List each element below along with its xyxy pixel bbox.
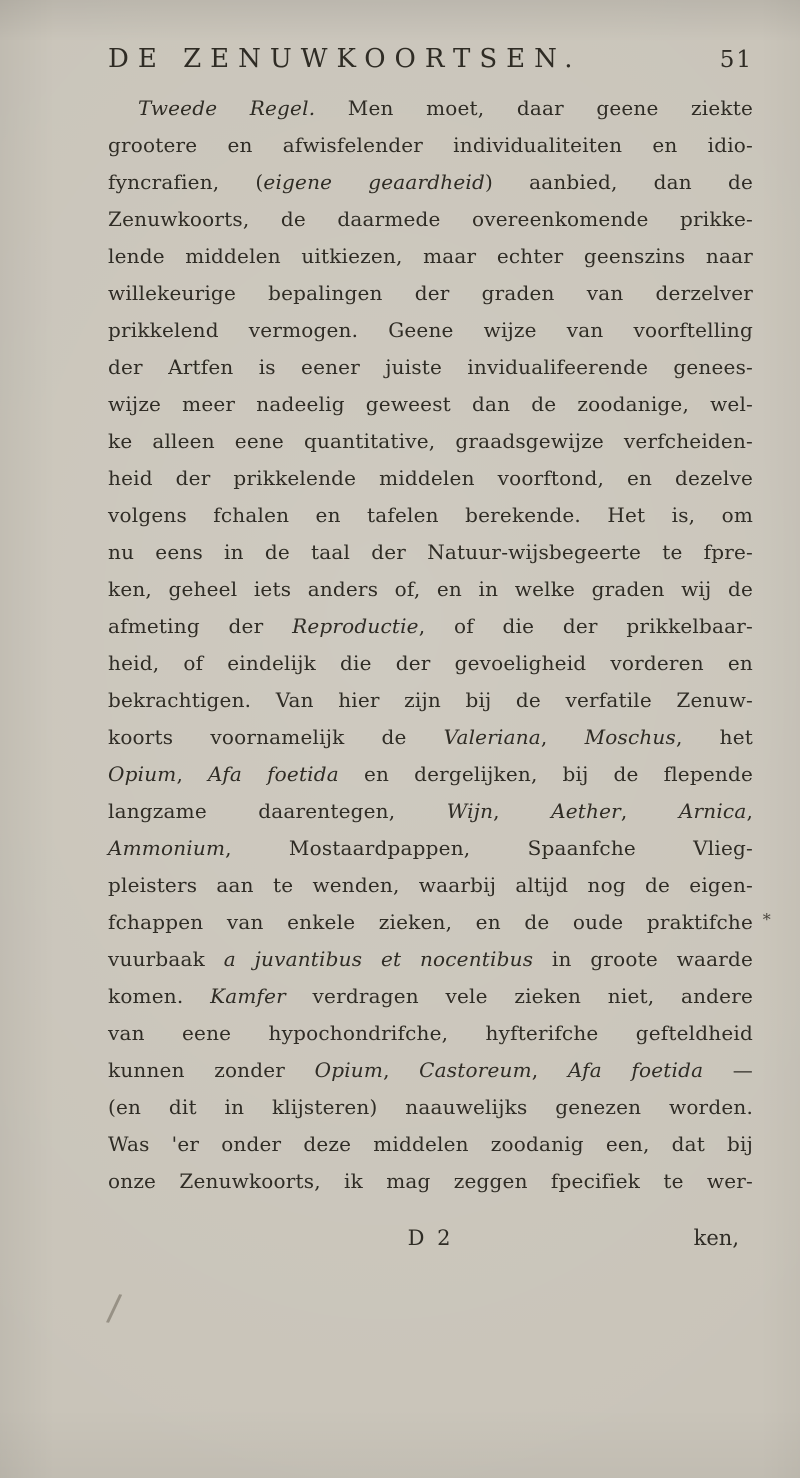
text-segment: willekeurige bepalingen der graden van derzelver [108,281,753,305]
text-line [108,682,753,719]
text-line [108,238,753,275]
text-segment: lende middelen uitkiezen, maar echter geenszins naar [108,244,753,268]
text-segment: , [746,799,754,823]
text-line [108,719,753,756]
text-line [108,1126,753,1163]
italic-term: Ammonium [108,836,226,860]
text-line [108,756,753,793]
text-segment: ken, geheel iets anders of, en in welke graden wij de [108,577,753,601]
text-line [108,1089,753,1126]
text-segment: der Artfen is eener juiste invidualifeerende genees- [108,355,753,379]
text-segment: , [531,1058,568,1082]
italic-term: Castoreum [419,1058,532,1082]
text-line [108,904,771,941]
italic-term: Aether [551,799,621,823]
text-line [108,1052,753,1089]
italic-term: Opium [314,1058,384,1082]
text-segment: afmeting der [108,614,293,638]
italic-term: Afa foetida [208,762,339,786]
text-line [108,645,753,682]
text-line [108,201,753,238]
text-segment: van eene hypochondrifche, hyfterifche gefteldheid [108,1021,753,1045]
text-segment: , of die der prikkelbaar- [418,614,753,638]
text-line [108,164,753,201]
italic-term: Opium [108,762,177,786]
text-line [108,349,753,386]
text-segment: volgens fchalen en tafelen berekende. Het is, om [108,503,753,527]
text-segment: ) aanbied, dan de [485,170,753,194]
body-text [108,90,771,1200]
text-line [108,830,753,867]
text-segment: grootere en afwisfelender individualiteiten en idio- [108,133,753,157]
text-segment: nu eens in de taal der Natuur-wijsbegeerte te fpre- [108,540,753,564]
text-segment: vuurbaak [108,947,224,971]
text-segment: pleisters aan te wenden, waarbij altijd nog de eigen- [108,873,753,897]
text-segment: koorts voornamelijk de [108,725,444,749]
text-segment: onze Zenuwkoorts, ik mag zeggen fpecifiek te wer- [108,1169,753,1193]
text-segment: heid der prikkelende middelen voorftond, en dezelve [108,466,753,490]
italic-term: eigene geaardheid [263,170,486,194]
italic-term: Tweede Regel. [138,96,316,120]
italic-term: Wijn [446,799,494,823]
signature-mark: D 2 [407,1226,454,1250]
text-segment: en dergelijken, bij de flepende [338,762,753,786]
text-line [108,867,753,904]
text-line [108,312,753,349]
text-line [108,90,753,127]
text-segment: — [703,1058,753,1082]
text-segment: kunnen zonder [108,1058,315,1082]
page-footer [108,1226,753,1250]
text-segment: langzame daarentegen, [108,799,447,823]
italic-term: Valeriana [443,725,541,749]
text-line [108,1163,753,1200]
text-segment: Men moet, daar geene ziekte [315,96,754,120]
text-segment: Was 'er onder deze middelen zoodanig een, dat bij [108,1132,753,1156]
text-segment: heid, of eindelijk die der gevoeligheid vorderen en [108,651,753,675]
text-segment: , Mostaardpappen, Spaanfche Vlieg- [225,836,753,860]
text-segment: , [176,762,209,786]
pencil-mark: / [105,1287,123,1330]
text-segment: ke alleen eene quantitative, graadsgewijze verfcheiden- [108,429,753,453]
text-line [108,460,753,497]
text-line [108,275,753,312]
italic-term: Arnica [678,799,747,823]
text-segment: bekrachtigen. Van hier zijn bij de verfatile Zenuw- [108,688,753,712]
text-line [108,571,753,608]
text-line [108,793,753,830]
text-line [108,423,753,460]
text-segment: verdragen vele zieken niet, andere [285,984,753,1008]
text-line [108,608,753,645]
catchword: ken, [693,1226,739,1250]
text-segment: Zenuwkoorts, de daarmede overeenkomende prikke- [108,207,753,231]
text-line [108,497,753,534]
page-header [108,44,753,74]
text-line [108,127,753,164]
page-number: 51 [719,47,753,73]
italic-term: Kamfer [210,984,286,1008]
text-line [108,1015,753,1052]
text-line [108,941,753,978]
text-segment: in groote waarde [533,947,753,971]
text-segment: prikkelend vermogen. Geene wijze van voorftelling [108,318,753,342]
italic-term: Moschus [584,725,676,749]
text-segment: wijze meer nadeelig geweest dan de zoodanige, wel- [108,392,753,416]
text-segment: , [540,725,585,749]
italic-term: Afa foetida [567,1058,704,1082]
italic-term: Reproductie [292,614,419,638]
footnote-mark: * [762,910,771,929]
text-segment: , [383,1058,420,1082]
running-title: DE ZENUWKOORTSEN. [108,44,582,74]
text-segment: , [620,799,679,823]
text-segment: , het [675,725,753,749]
text-line [108,386,753,423]
text-segment: , [493,799,552,823]
text-segment: komen. [108,984,211,1008]
text-segment: fchappen van enkele zieken, en de oude praktifche [108,910,753,934]
text-segment: (en dit in klijsteren) naauwelijks genezen worden. [108,1095,753,1119]
italic-term: a juvantibus et nocentibus [223,947,534,971]
text-segment: fyncrafien, ( [108,170,264,194]
text-line [108,978,753,1015]
text-line [108,534,753,571]
